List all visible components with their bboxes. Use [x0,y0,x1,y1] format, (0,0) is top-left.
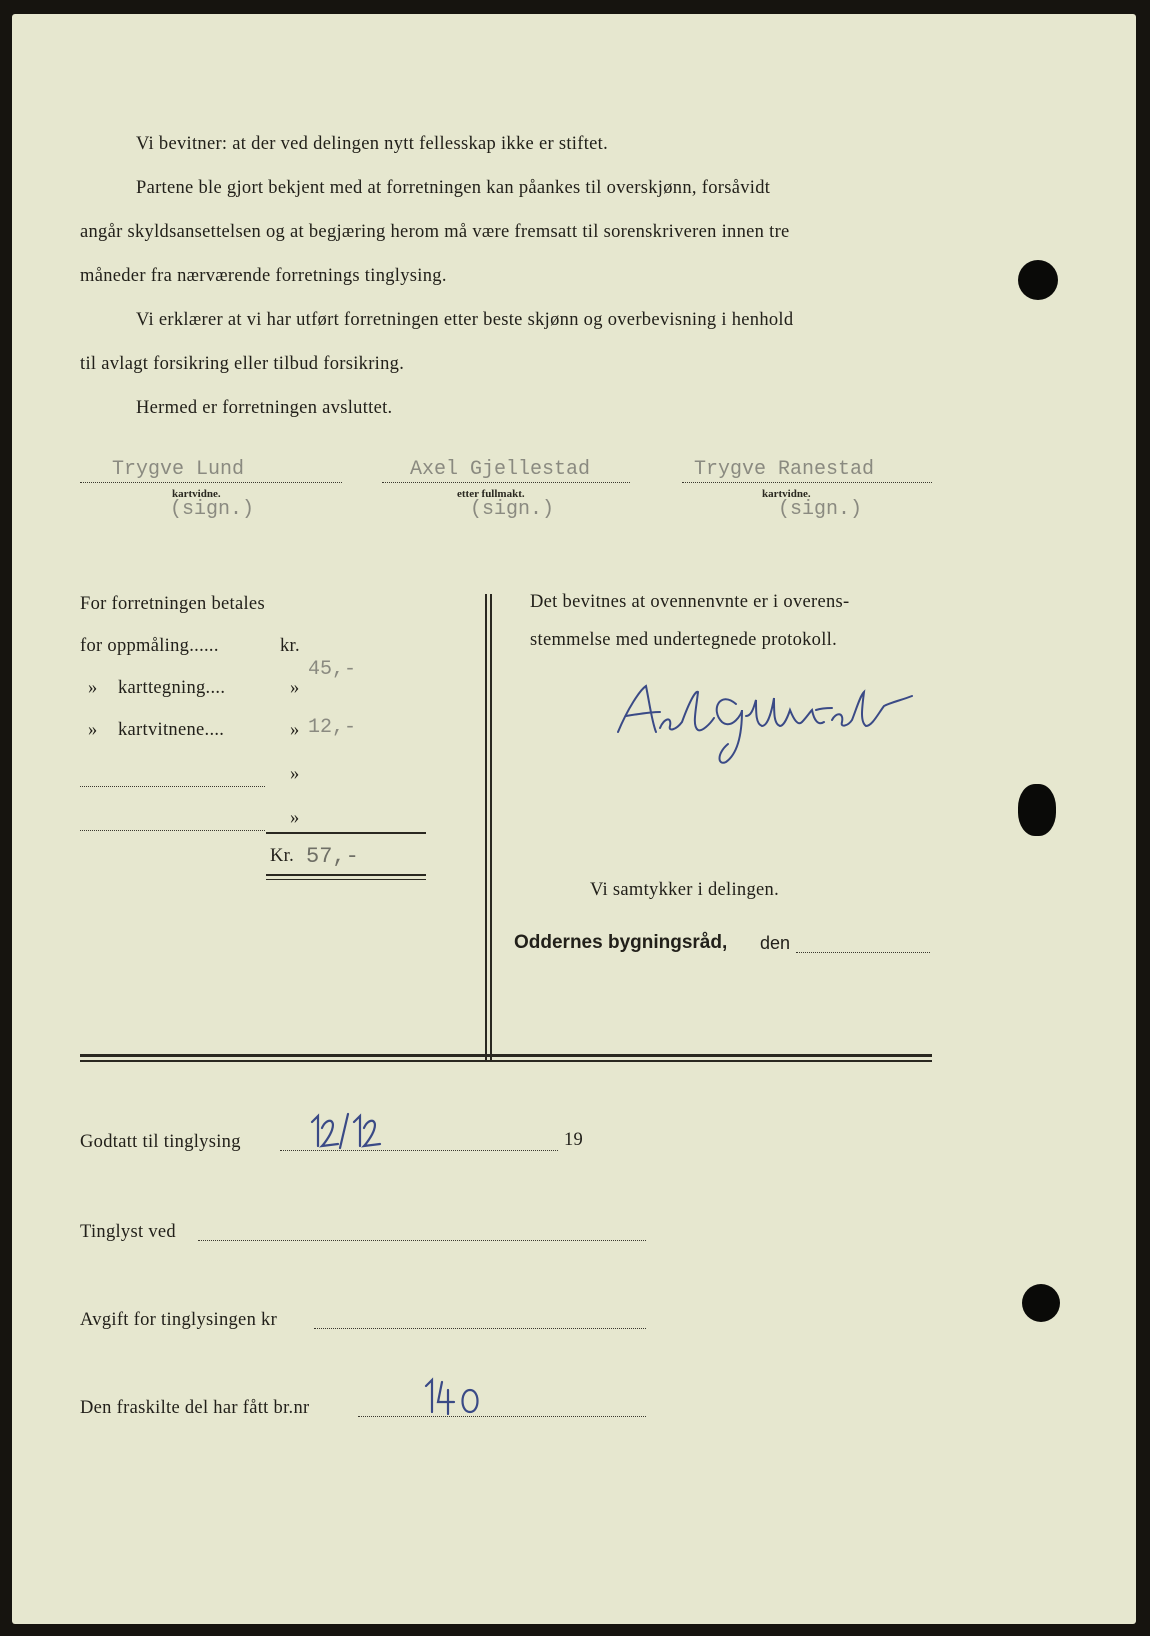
council-name: Oddernes bygningsråd, [514,932,728,953]
registered-line [198,1240,646,1241]
document-page [12,14,1136,1624]
paragraph-declaration-line2: til avlagt forsikring eller tilbud forsikring. [80,354,405,374]
fee-blank-line [80,786,265,787]
signature-line [382,482,630,483]
certification-line1: Det bevitnes at ovennenvnte er i overens- [530,592,850,612]
approved-label: Godtatt til tinglysing [80,1132,241,1152]
year-prefix: 19 [564,1130,584,1150]
certification-line2: stemmelse med undertegnede protokoll. [530,630,838,650]
signature-role: kartvidne. [762,488,811,500]
consent-text: Vi samtykker i delingen. [590,880,779,900]
handwritten-signature [606,670,926,775]
total-label: Kr. [270,846,295,866]
ditto-mark: » [88,678,98,698]
paragraph-declaration-line1: Vi erklærer at vi har utført forretningen etter beste skjønn og overbevisning i henhold [136,310,794,330]
handwritten-parcel-number [420,1376,490,1423]
fee-label: Avgift for tinglysingen kr [80,1310,278,1330]
signature-sign: (sign.) [170,498,255,521]
punch-hole [1018,260,1058,300]
registered-label: Tinglyst ved [80,1222,176,1242]
signature-name: Trygve Ranestad [694,458,875,481]
paragraph-appeal-line1: Partene ble gjort bekjent med at forretningen kan påankes til overskjønn, forsåvidt [136,178,771,198]
signature-role: kartvidne. [172,488,221,500]
ditto-mark: » [88,720,98,740]
fee-line [314,1328,646,1329]
fee-karttegning-value: 45,- [308,658,357,681]
fee-oppmaling-label: for oppmåling...... [80,636,219,656]
parcel-label: Den fraskilte del har fått br.nr [80,1398,310,1418]
signature-sign: (sign.) [778,498,863,521]
handwritten-date [308,1106,388,1157]
parcel-line [358,1416,646,1417]
paragraph-appeal-line2: angår skyldsansettelsen og at begjæring herom må være fremsatt til sorenskriveren innen tre [80,222,790,242]
column-divider [485,594,487,1062]
section-divider [80,1060,932,1062]
fee-kartvitnene-label: kartvitnene.... [118,720,225,740]
signature-name: Trygve Lund [112,458,245,481]
fee-blank-line [80,830,265,831]
total-rule-bottom [266,879,426,880]
column-divider [490,594,492,1062]
punch-hole [1022,1284,1060,1322]
signature-line [682,482,932,483]
punch-hole [1018,784,1056,836]
signature-role: etter fullmakt. [457,488,525,500]
fee-karttegning-label: karttegning.... [118,678,226,698]
fee-currency-unit: kr. [280,636,300,656]
paragraph-closing: Hermed er forretningen avsluttet. [136,398,393,418]
total-value: 57,- [306,844,359,869]
signature-sign: (sign.) [470,498,555,521]
paragraph-fellesskap: Vi bevitner: at der ved delingen nytt fellesskap ikke er stiftet. [136,134,609,154]
ditto-mark: » [290,808,300,828]
total-rule-top [266,832,426,834]
signature-name: Axel Gjellestad [410,458,591,481]
fees-heading: For forretningen betales [80,594,265,614]
ditto-mark: » [290,720,300,740]
total-rule-bottom [266,874,426,876]
council-date-line [796,952,930,953]
fee-kartvitnene-value: 12,- [308,716,357,739]
ditto-mark: » [290,678,300,698]
section-divider [80,1054,932,1057]
council-den: den [760,933,791,953]
signature-line [80,482,342,483]
paragraph-appeal-line3: måneder fra nærværende forretnings tinglysing. [80,266,447,286]
ditto-mark: » [290,764,300,784]
